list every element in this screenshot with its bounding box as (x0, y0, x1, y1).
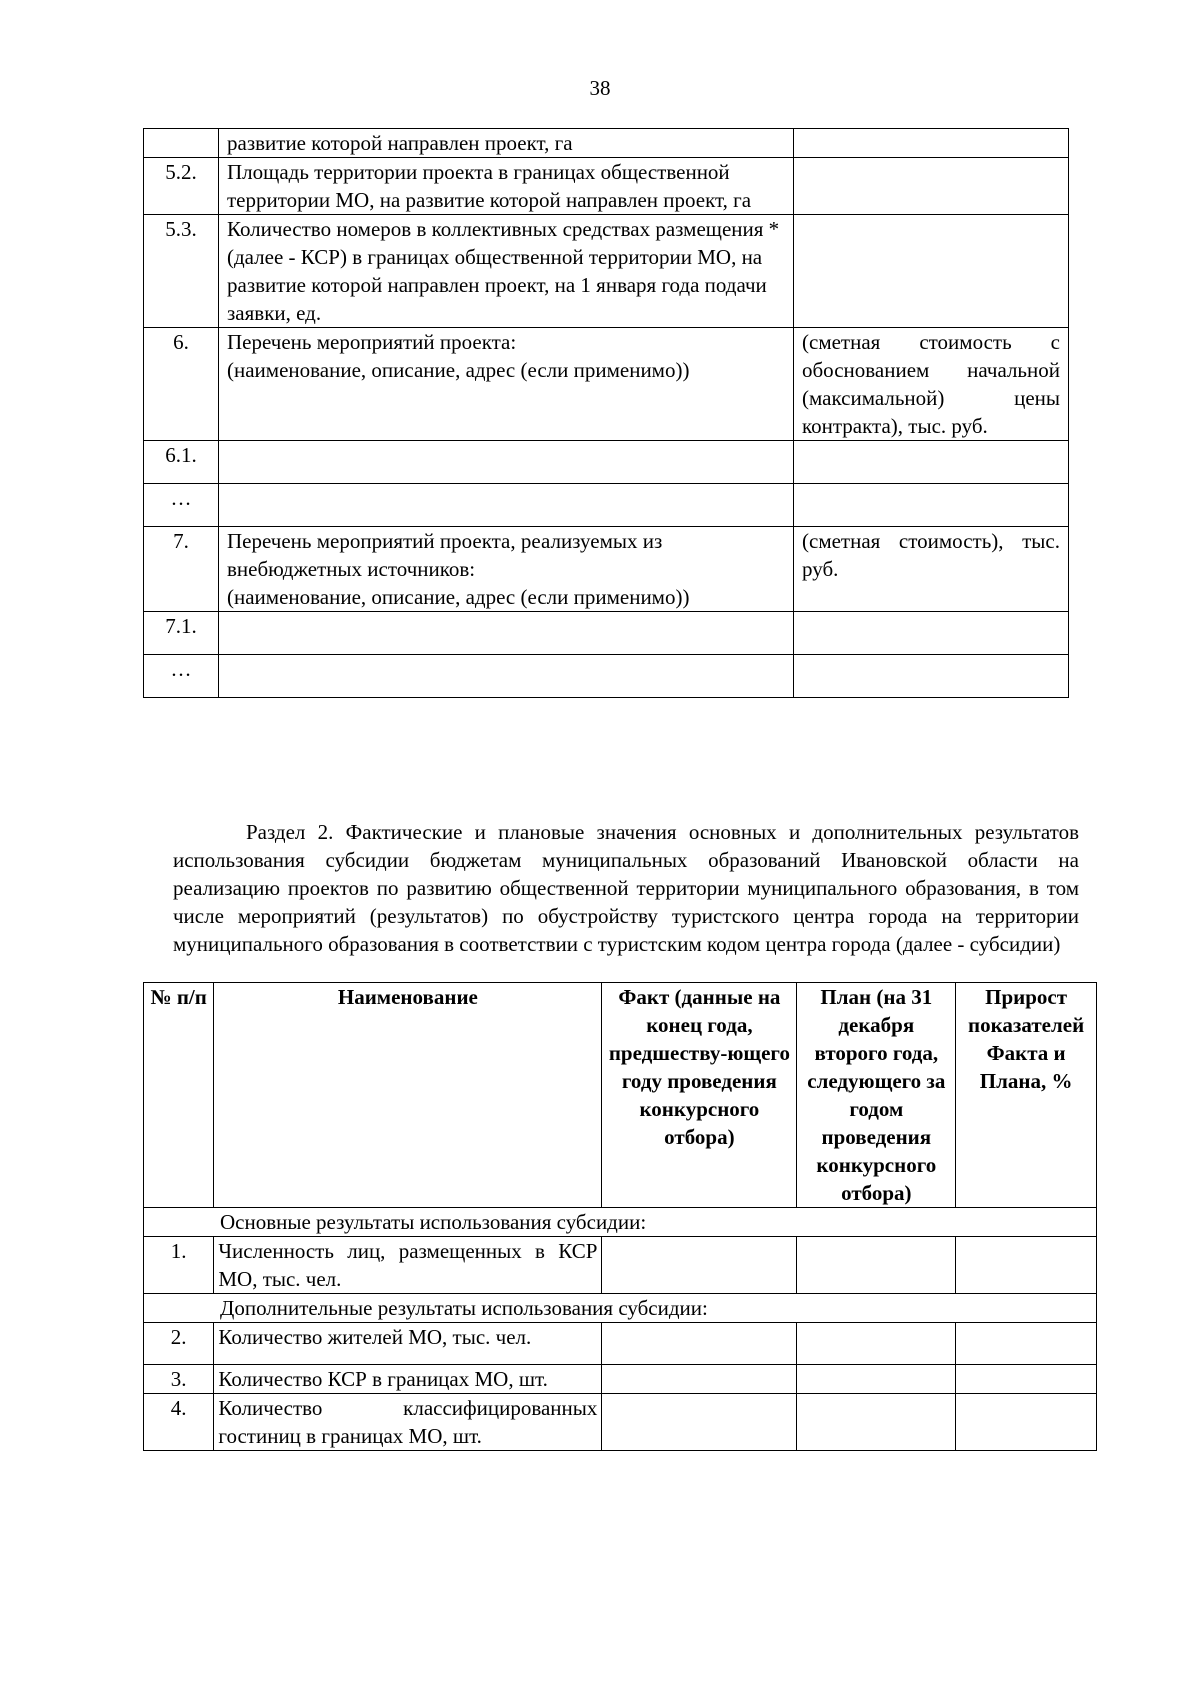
table-row (144, 1237, 1097, 1294)
table-row (144, 215, 1069, 328)
header-growth: Прирост показателей Факта и Плана, % (956, 983, 1097, 1208)
row-text (219, 527, 794, 612)
row-text: Количество номеров в коллективных средствах размещения * (далее - КСР) в границах общественной территории МО, на развитие которой направлен проект, на 1 января года подачи заявки, ед. (219, 215, 794, 328)
row-number: … (144, 484, 219, 527)
row-number: 1. (144, 1237, 214, 1294)
table-row (144, 1365, 1097, 1394)
table-row (144, 655, 1069, 698)
row-text: развитие которой направлен проект, га (219, 129, 794, 158)
row-text-line: (наименование, описание, адрес (если применимо)) (227, 358, 690, 382)
fact-cell (602, 1323, 797, 1365)
row-value (794, 612, 1069, 655)
row-value (794, 441, 1069, 484)
row-text (219, 484, 794, 527)
page-number: 38 (589, 76, 611, 100)
group-label-main: Основные результаты использования субсидии: (144, 1208, 1097, 1237)
group-row (144, 1294, 1097, 1323)
fact-cell (602, 1365, 797, 1394)
row-text (219, 328, 794, 441)
plan-cell (797, 1323, 956, 1365)
table-row (144, 158, 1069, 215)
header-fact: Факт (данные на конец года, предшеству-ющего году проведения конкурсного отбора) (602, 983, 797, 1208)
row-number: 3. (144, 1365, 214, 1394)
growth-cell (956, 1323, 1097, 1365)
table-row (144, 484, 1069, 527)
row-name: Количество КСР в границах МО, шт. (214, 1365, 602, 1394)
plan-cell (797, 1365, 956, 1394)
row-number: 2. (144, 1323, 214, 1365)
row-value (794, 158, 1069, 215)
row-name: Численность лиц, размещенных в КСР МО, тыс. чел. (214, 1237, 602, 1294)
table-row (144, 328, 1069, 441)
row-number: 4. (144, 1394, 214, 1451)
row-text (219, 612, 794, 655)
row-name: Количество жителей МО, тыс. чел. (214, 1323, 602, 1365)
table-row (144, 441, 1069, 484)
header-name: Наименование (214, 983, 602, 1208)
row-value: (сметная стоимость с обоснованием начальной (максимальной) цены контракта), тыс. руб. (794, 328, 1069, 441)
section-2-text: Раздел 2. Фактические и плановые значения основных и дополнительных результатов использования субсидии бюджетам муниципальных образований Ивановской области на реализацию проектов по развитию общественной территории муниципального образования, в том числе мероприятий (результатов) по обустройству туристского центра города на территории муниципального образования в соответствии с туристским кодом центра города (далее - субсидии) (173, 820, 1079, 956)
row-number (144, 129, 219, 158)
row-text-line: Перечень мероприятий проекта: (227, 330, 517, 354)
section-2-heading (173, 818, 1079, 958)
row-name: Количество классифицированных гостиниц в границах МО, шт. (214, 1394, 602, 1451)
table-row (144, 527, 1069, 612)
table-row (144, 129, 1069, 158)
row-number: … (144, 655, 219, 698)
row-text (219, 441, 794, 484)
row-value (794, 215, 1069, 328)
table-row (144, 1323, 1097, 1365)
row-number: 5.3. (144, 215, 219, 328)
plan-cell (797, 1237, 956, 1294)
growth-cell (956, 1365, 1097, 1394)
row-text (219, 655, 794, 698)
row-number: 7. (144, 527, 219, 612)
table-row (144, 1394, 1097, 1451)
row-number: 5.2. (144, 158, 219, 215)
row-number: 6.1. (144, 441, 219, 484)
plan-cell (797, 1394, 956, 1451)
table-row (144, 612, 1069, 655)
row-text-line: Перечень мероприятий проекта, реализуемых из внебюджетных источников: (227, 529, 663, 581)
results-table (143, 982, 1097, 1451)
growth-cell (956, 1237, 1097, 1294)
row-value (794, 484, 1069, 527)
row-text-line: (наименование, описание, адрес (если применимо)) (227, 585, 690, 609)
group-label-extra: Дополнительные результаты использования субсидии: (144, 1294, 1097, 1323)
header-num: № п/п (144, 983, 214, 1208)
row-text: Площадь территории проекта в границах общественной территории МО, на развитие которой направлен проект, га (219, 158, 794, 215)
row-value: (сметная стоимость), тыс. руб. (794, 527, 1069, 612)
row-number: 6. (144, 328, 219, 441)
row-value (794, 655, 1069, 698)
fact-cell (602, 1237, 797, 1294)
fact-cell (602, 1394, 797, 1451)
group-row (144, 1208, 1097, 1237)
header-plan: План (на 31 декабря второго года, следующего за годом проведения конкурсного отбора) (797, 983, 956, 1208)
row-number: 7.1. (144, 612, 219, 655)
project-details-table (143, 128, 1069, 698)
row-value (794, 129, 1069, 158)
growth-cell (956, 1394, 1097, 1451)
table-header-row (144, 983, 1097, 1208)
